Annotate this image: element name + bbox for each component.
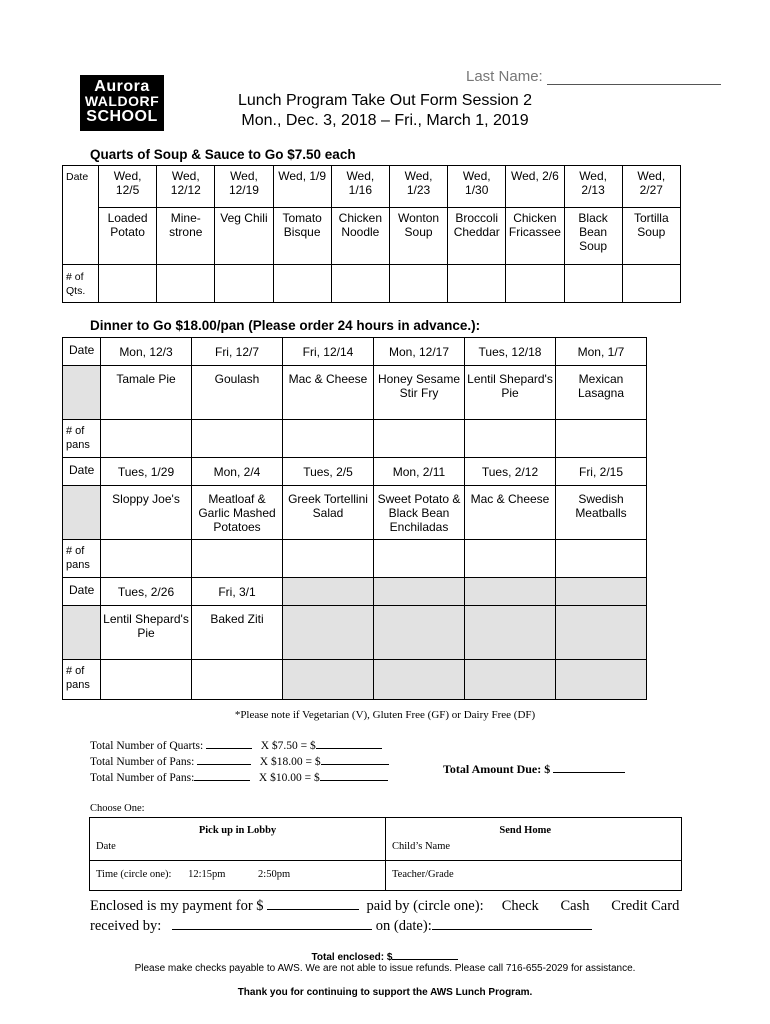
dinner-qty-input[interactable]	[556, 540, 647, 578]
soup-qty-input[interactable]	[157, 265, 215, 303]
teacher-grade-label: Teacher/Grade	[386, 861, 682, 891]
soup-date: Wed, 12/5	[99, 166, 157, 208]
dinner-date-row	[63, 458, 647, 486]
soup-date: Wed, 1/16	[331, 166, 389, 208]
dinner-qty-input[interactable]	[374, 540, 465, 578]
soup-date: Wed, 12/19	[215, 166, 273, 208]
unavailable-cell	[374, 606, 465, 660]
pickup-cell[interactable]	[90, 818, 386, 861]
payment-option-credit-card[interactable]: Credit Card	[611, 898, 680, 914]
form-dates: Mon., Dec. 3, 2018 – Fri., March 1, 2019	[241, 112, 529, 129]
soup-date: Wed, 2/6	[506, 166, 564, 208]
blank-label-cell	[63, 486, 101, 540]
soup-qty-input[interactable]	[273, 265, 331, 303]
dinner-item: Tamale Pie	[101, 366, 192, 420]
unavailable-cell	[283, 606, 374, 660]
dinner-date: Tues, 2/5	[283, 458, 374, 486]
soup-qty-input[interactable]	[622, 265, 680, 303]
last-name-field[interactable]	[466, 68, 721, 85]
dinner-date: Tues, 12/18	[465, 338, 556, 366]
dinner-qty-row	[63, 540, 647, 578]
qty-label: # of pans	[63, 660, 101, 700]
dinner-qty-input[interactable]	[101, 420, 192, 458]
pickup-option[interactable]: Pick up in Lobby	[198, 825, 277, 836]
payment-option-check[interactable]: Check	[501, 898, 539, 914]
soup-qty-input[interactable]	[506, 265, 564, 303]
payment-option-cash[interactable]: Cash	[560, 898, 590, 914]
dinner-qty-input[interactable]	[192, 420, 283, 458]
form-title: Lunch Program Take Out Form Session 2	[237, 92, 533, 109]
dinner-date-row	[63, 578, 647, 606]
dinner-date: Mon, 12/17	[374, 338, 465, 366]
soup-item: Black Bean Soup	[564, 208, 622, 265]
dinner-table	[62, 337, 647, 700]
dinner-qty-input[interactable]	[465, 420, 556, 458]
date-label: Date	[63, 578, 101, 606]
dinner-qty-input[interactable]	[283, 540, 374, 578]
logo-line: WALDORF	[84, 93, 160, 109]
soup-date: Wed, 1/23	[389, 166, 447, 208]
thank-you-note: Thank you for continuing to support the AWS Lunch Program.	[237, 987, 533, 998]
soup-qty-row	[63, 265, 681, 303]
blank-label-cell	[63, 366, 101, 420]
dinner-qty-row	[63, 420, 647, 458]
dinner-qty-input[interactable]	[192, 660, 283, 700]
total-quarts-label: Total Number of Quarts:	[90, 740, 204, 752]
soup-item: Chicken Noodle	[331, 208, 389, 265]
dinner-item: Meatloaf & Garlic Mashed Potatoes	[192, 486, 283, 540]
dinner-qty-input[interactable]	[465, 540, 556, 578]
unavailable-cell	[283, 578, 374, 606]
soup-item: Tortilla Soup	[622, 208, 680, 265]
logo-line: Aurora	[94, 78, 150, 95]
time-option-1215[interactable]: 12:15pm	[188, 869, 226, 880]
dinner-qty-row	[63, 660, 647, 700]
unavailable-cell	[465, 578, 556, 606]
unavailable-cell	[556, 606, 647, 660]
time-label: Time (circle one):	[96, 869, 172, 880]
dinner-item: Honey Sesame Stir Fry	[374, 366, 465, 420]
time-option-250[interactable]: 2:50pm	[258, 869, 291, 880]
total-enclosed-input[interactable]	[392, 949, 458, 960]
dinner-qty-input[interactable]	[101, 660, 192, 700]
dinner-item: Mexican Lasagna	[556, 366, 647, 420]
dinner-date: Mon, 2/4	[192, 458, 283, 486]
delivery-table	[89, 817, 682, 891]
total-quarts-rate: X $7.50 = $	[260, 740, 316, 752]
unavailable-cell	[465, 660, 556, 700]
unavailable-cell	[556, 578, 647, 606]
total-quarts-input[interactable]	[206, 737, 252, 749]
dinner-qty-input[interactable]	[374, 420, 465, 458]
dinner-date: Tues, 2/12	[465, 458, 556, 486]
dinner-item: Greek Tortellini Salad	[283, 486, 374, 540]
time-cell	[90, 861, 386, 891]
unavailable-cell	[374, 660, 465, 700]
dinner-qty-input[interactable]	[556, 420, 647, 458]
soup-qty-input[interactable]	[564, 265, 622, 303]
dinner-date-row	[63, 338, 647, 366]
soup-qty-input[interactable]	[99, 265, 157, 303]
total-pans-label: Total Number of Pans:	[90, 756, 195, 768]
totals-block	[90, 737, 389, 785]
childs-name-label: Child’s Name	[392, 841, 451, 852]
amount-due-input[interactable]	[553, 761, 625, 773]
received-line	[90, 916, 592, 935]
dinner-item: Mac & Cheese	[283, 366, 374, 420]
unavailable-cell	[556, 660, 647, 700]
dinner-item-row	[63, 606, 647, 660]
on-date-label: on (date):	[375, 918, 432, 934]
soup-date: Wed, 1/9	[273, 166, 331, 208]
qty-label: # of pans	[63, 540, 101, 578]
soup-item: Veg Chili	[215, 208, 273, 265]
dinner-qty-input[interactable]	[283, 420, 374, 458]
soup-item: Broccoli Cheddar	[448, 208, 506, 265]
paid-by-label: paid by (circle one):	[366, 898, 484, 914]
dinner-date: Fri, 12/14	[283, 338, 374, 366]
date-label: Date	[63, 458, 101, 486]
soup-qty-input[interactable]	[389, 265, 447, 303]
unavailable-cell	[374, 578, 465, 606]
dinner-item: Mac & Cheese	[465, 486, 556, 540]
total-quarts-amount[interactable]	[316, 737, 382, 749]
send-home-cell[interactable]	[386, 818, 682, 861]
dietary-note: *Please note if Vegetarian (V), Gluten Free (GF) or Dairy Free (DF)	[234, 709, 536, 721]
blank-label-cell	[63, 606, 101, 660]
date-field-label: Date	[96, 841, 116, 852]
choose-one-label: Choose One:	[90, 803, 145, 814]
payment-amount-input[interactable]	[267, 896, 359, 910]
dinner-qty-input[interactable]	[101, 540, 192, 578]
dinner-item: Swedish Meatballs	[556, 486, 647, 540]
soup-item-row	[63, 208, 681, 265]
dinner-date: Mon, 2/11	[374, 458, 465, 486]
total-pans-rate: X $18.00 = $	[259, 756, 321, 768]
dinner-qty-input[interactable]	[192, 540, 283, 578]
total-pans2-input[interactable]	[194, 769, 250, 781]
soup-date: Wed, 1/30	[448, 166, 506, 208]
dinner-date: Fri, 3/1	[192, 578, 283, 606]
dinner-date: Tues, 1/29	[101, 458, 192, 486]
amount-due-label: Total Amount Due: $	[443, 762, 551, 776]
date-label: Date	[63, 338, 101, 366]
send-home-option[interactable]: Send Home	[499, 825, 551, 836]
logo-line: SCHOOL	[86, 108, 158, 125]
received-by-input[interactable]	[172, 916, 372, 930]
payment-line	[90, 896, 679, 915]
dinner-item-row	[63, 366, 647, 420]
total-enclosed	[0, 949, 770, 963]
dinner-date: Mon, 12/3	[101, 338, 192, 366]
delivery-header-row	[90, 818, 682, 861]
soup-date: Wed, 2/13	[564, 166, 622, 208]
dinner-item: Sloppy Joe's	[101, 486, 192, 540]
soup-date: Wed, 2/27	[622, 166, 680, 208]
unavailable-cell	[465, 606, 556, 660]
soup-qty-input[interactable]	[331, 265, 389, 303]
soup-table	[62, 165, 681, 303]
dinner-date: Tues, 2/26	[101, 578, 192, 606]
soup-item: Wonton Soup	[389, 208, 447, 265]
soup-item: Tomato Bisque	[273, 208, 331, 265]
dinner-item: Goulash	[192, 366, 283, 420]
dinner-date: Fri, 2/15	[556, 458, 647, 486]
total-enclosed-label: Total enclosed: $	[311, 952, 393, 963]
dinner-date: Fri, 12/7	[192, 338, 283, 366]
soup-item: Mine-strone	[157, 208, 215, 265]
unavailable-cell	[283, 660, 374, 700]
total-pans-line	[90, 753, 389, 769]
total-pans-amount[interactable]	[321, 753, 389, 765]
dinner-item-row	[63, 486, 647, 540]
checks-note: Please make checks payable to AWS. We are not able to issue refunds. Please call 716-655-2029 for assistance.	[134, 963, 636, 974]
qty-label: # of Qts.	[63, 265, 99, 303]
soup-date: Wed, 12/12	[157, 166, 215, 208]
soup-item: Loaded Potato	[99, 208, 157, 265]
dinner-section-title: Dinner to Go $18.00/pan (Please order 24 hours in advance.):	[90, 318, 481, 333]
soup-date-row	[63, 166, 681, 208]
received-by-label: received by:	[90, 918, 162, 934]
last-name-label: Last Name:	[466, 68, 543, 85]
dinner-date: Mon, 1/7	[556, 338, 647, 366]
on-date-input[interactable]	[432, 916, 592, 930]
dinner-item: Lentil Shepard's Pie	[101, 606, 192, 660]
total-pans2-amount[interactable]	[320, 769, 388, 781]
last-name-blank[interactable]	[547, 70, 721, 85]
soup-section-title: Quarts of Soup & Sauce to Go $7.50 each	[90, 147, 356, 162]
date-label: Date	[63, 166, 99, 265]
amount-due	[443, 761, 625, 777]
dinner-item: Lentil Shepard's Pie	[465, 366, 556, 420]
soup-qty-input[interactable]	[215, 265, 273, 303]
soup-item: Chicken Fricassee	[506, 208, 564, 265]
delivery-time-row	[90, 861, 682, 891]
dinner-item: Sweet Potato & Black Bean Enchiladas	[374, 486, 465, 540]
total-pans2-label: Total Number of Pans:	[90, 772, 195, 784]
total-pans2-rate: X $10.00 = $	[258, 772, 320, 784]
total-quarts-line	[90, 737, 389, 753]
total-pans-input[interactable]	[197, 753, 251, 765]
qty-label: # of pans	[63, 420, 101, 458]
soup-qty-input[interactable]	[448, 265, 506, 303]
total-pans2-line	[90, 769, 389, 785]
enclosed-label: Enclosed is my payment for $	[90, 898, 264, 914]
dinner-item: Baked Ziti	[192, 606, 283, 660]
